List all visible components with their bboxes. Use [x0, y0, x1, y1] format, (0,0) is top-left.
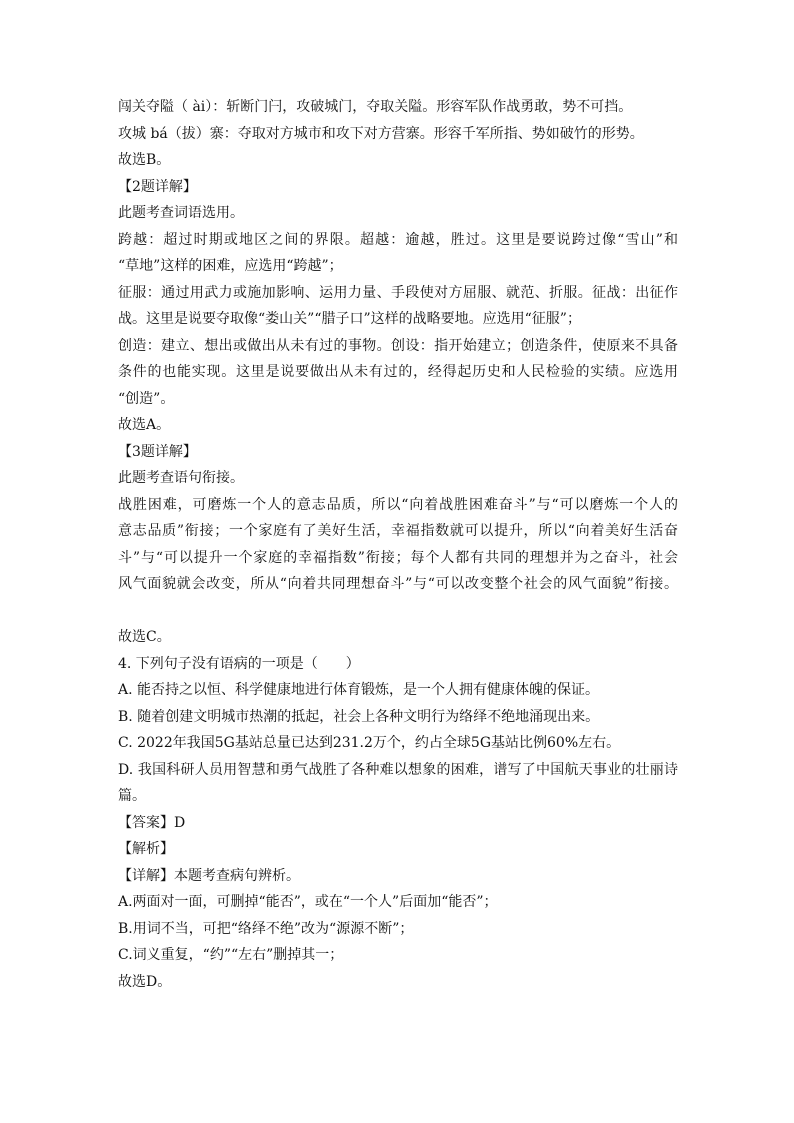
answer-line: 故选D。	[118, 973, 172, 990]
text-line: 战胜困难，可磨炼一个人的意志品质，所以“向着战胜困难奋斗”与“可以磨炼一个人的	[118, 496, 678, 513]
text-line: 此题考查词语选用。	[118, 205, 244, 221]
text-line: 此题考查语句衔接。	[118, 470, 244, 486]
text-line: B.用词不当，可把“络绎不绝”改为“源源不断”；	[118, 920, 414, 937]
option-a: A. 能否持之以恒、科学健康地进行体育锻炼，是一个人拥有健康体魄的保证。	[118, 682, 600, 698]
text-line: 战。这里是说要夺取像“娄山关”“腊子口”这样的战略要地。应选用“征服”；	[118, 311, 581, 327]
text-line: “草地”这样的困难，应选用“跨越”；	[118, 258, 343, 274]
option-b: B. 随着创建文明城市热潮的抵起，社会上各种文明行为络绎不绝地涌现出来。	[118, 708, 600, 725]
text-line: 斗”与“可以提升一个家庭的幸福指数”衔接；每个人都有共同的理想并为之奋斗，社会	[118, 549, 678, 566]
answer-line: 故选C。	[118, 629, 171, 645]
answer-line: 故选B。	[118, 152, 171, 168]
text-line: 条件的也能实现。这里是说要做出从未有过的，经得起历史和人民检验的实绩。应选用	[118, 364, 678, 380]
section-heading: 【3题详解】	[118, 443, 197, 460]
detail-heading: 【详解】本题考查病句辨析。	[118, 867, 300, 884]
answer-line: 故选A。	[118, 417, 171, 433]
text-line: “创造”。	[118, 390, 175, 407]
option-c: C. 2022年我国5G基站总量已达到231.2万个，约占全球5G基站比例60%左右。	[118, 735, 621, 751]
text-line: A.两面对一面，可删掉“能否”，或在“一个人”后面加“能否”；	[118, 894, 498, 910]
blank-line	[118, 598, 678, 625]
analysis-heading: 【解析】	[118, 841, 174, 857]
text-line: C.词义重复，“约”“左右”删掉其一；	[118, 947, 344, 963]
text-line: 意志品质”衔接；一个家庭有了美好生活，幸福指数就可以提升，所以“向着美好生活奋	[118, 523, 678, 539]
option-d-continued: 篇。	[118, 788, 146, 804]
text-line: 风气面貌就会改变，所从“向着共同理想奋斗”与“可以改变整个社会的风气面貌”衔接。	[118, 576, 678, 592]
text-line: 攻城 bá（拔）寨：夺取对方城市和攻下对方营寨。形容千军所指、势如破竹的形势。	[118, 125, 644, 142]
text-line: 闯关夺隘（ ài）：斩断门闩，攻破城门，夺取关隘。形容军队作战勇敢，势不可挡。	[118, 99, 633, 115]
text-line: 征服：通过用武力或施加影响、运用力量、手段使对方屈服、就范、折服。征战：出征作	[118, 284, 678, 301]
text-line: 跨越：超过时期或地区之间的界限。超越：逾越，胜过。这里是要说跨过像“雪山”和	[118, 231, 678, 248]
section-heading: 【2题详解】	[118, 178, 197, 195]
option-d: D. 我国科研人员用智慧和勇气战胜了各种难以想象的困难，谱写了中国航天事业的壮丽诗	[118, 761, 678, 778]
text-line: 创造：建立、想出或做出从未有过的事物。创设：指开始建立；创造条件，使原来不具备	[118, 337, 678, 354]
question-stem: 4. 下列句子没有语病的一项是（ ）	[118, 655, 360, 672]
answer-label: 【答案】D	[118, 814, 186, 831]
document-page	[118, 94, 678, 995]
